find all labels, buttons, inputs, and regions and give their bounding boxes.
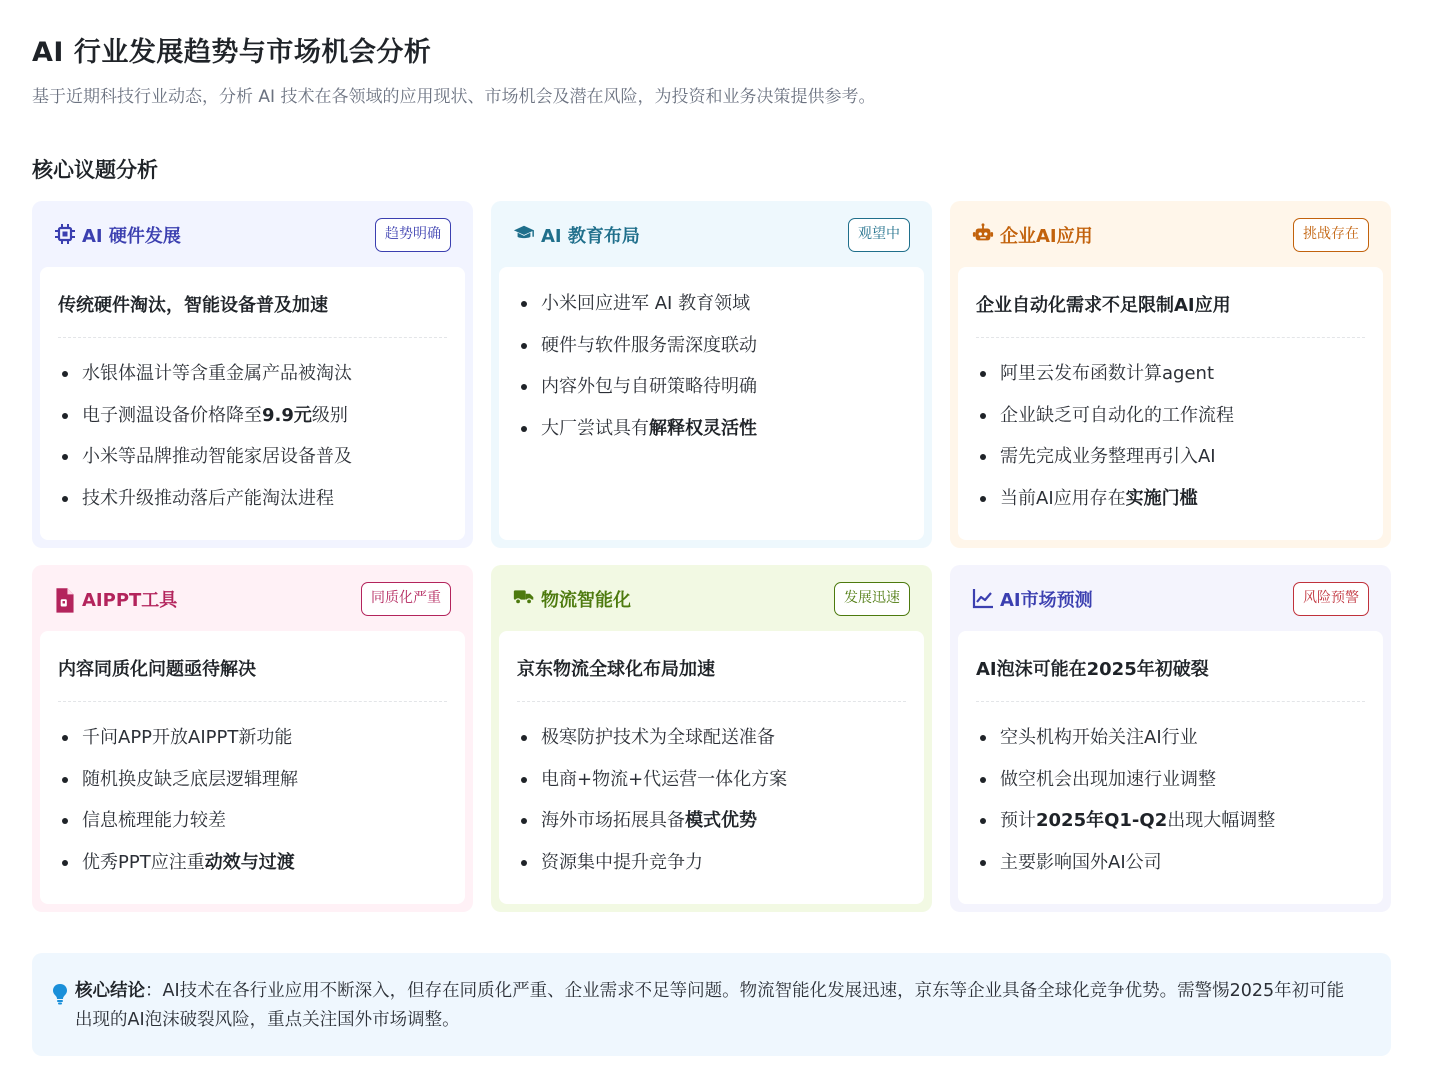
card-title: 物流智能化 <box>541 590 631 611</box>
card-body <box>958 631 1383 904</box>
item-text: 电商+物流+代运营一体化方案 <box>541 768 788 790</box>
list-item <box>58 401 455 443</box>
card-title: AI市场预测 <box>1000 590 1093 611</box>
divider <box>976 337 1365 338</box>
divider <box>58 701 447 702</box>
conclusion-text <box>75 977 1361 1035</box>
item-text: 内容外包与自研策略待明确 <box>541 376 757 397</box>
conclusion-label: 核心结论 <box>75 981 145 1001</box>
item-text: 极寒防护技术为全球配送准备 <box>541 727 775 748</box>
item-text: 随机换皮缺乏底层逻辑理解 <box>82 768 298 790</box>
card-title: 企业AI应用 <box>1000 226 1093 247</box>
card-header <box>32 565 473 631</box>
list-item <box>976 723 1373 765</box>
status-badge: 发展迅速 <box>834 582 910 616</box>
card-title: AI 硬件发展 <box>82 226 181 247</box>
status-badge: 风险预警 <box>1293 582 1369 616</box>
item-text: 水银体温计等含重金属产品被淘汰 <box>82 363 352 384</box>
list-item <box>58 484 455 526</box>
card-body <box>499 631 924 904</box>
status-badge: 同质化严重 <box>361 582 451 616</box>
bullet-list <box>976 359 1373 525</box>
item-text: 技术升级推动落后产能淘汰进程 <box>82 487 334 509</box>
bullet-list <box>517 289 914 455</box>
topic-card-forecast <box>950 565 1391 912</box>
card-body <box>958 267 1383 540</box>
list-item <box>517 372 914 414</box>
list-item <box>976 484 1373 526</box>
topic-card-enterprise <box>950 201 1391 548</box>
bullet-list <box>58 723 455 889</box>
bullet-list <box>976 723 1373 889</box>
item-emphasis: 9.9元 <box>262 404 312 426</box>
list-item <box>58 723 455 765</box>
card-header <box>32 201 473 267</box>
card-lead: 内容同质化问题亟待解决 <box>58 659 256 680</box>
item-text: 电子测温设备价格降至 <box>82 404 262 426</box>
card-header <box>950 565 1391 631</box>
card-lead: 企业自动化需求不足限制AI应用 <box>976 295 1231 316</box>
list-item <box>976 765 1373 807</box>
list-item <box>517 289 914 331</box>
list-item <box>517 331 914 373</box>
item-emphasis: 模式优势 <box>685 810 757 831</box>
topic-card-education <box>491 201 932 548</box>
item-text: 海外市场拓展具备 <box>541 810 685 831</box>
item-text: 做空机会出现加速行业调整 <box>1000 768 1216 790</box>
list-item <box>976 442 1373 484</box>
item-text: 信息梳理能力较差 <box>82 810 226 831</box>
item-text: 优秀PPT应注重 <box>82 851 205 873</box>
topic-card-logistics <box>491 565 932 912</box>
divider <box>976 701 1365 702</box>
item-text: 需先完成业务整理再引入AI <box>1000 446 1216 467</box>
list-item <box>517 848 914 890</box>
card-body <box>499 267 924 540</box>
item-text: 阿里云发布函数计算agent <box>1000 363 1214 384</box>
divider <box>517 701 906 702</box>
card-header <box>491 201 932 267</box>
card-header <box>950 201 1391 267</box>
robot-icon <box>972 223 994 245</box>
card-body <box>40 267 465 540</box>
page-subtitle: 基于近期科技行业动态，分析 AI 技术在各领域的应用现状、市场机会及潜在风险，为投资和业务决策提供参考。 <box>32 87 876 107</box>
page-title: AI 行业发展趋势与市场机会分析 <box>32 37 432 68</box>
list-item <box>976 806 1373 848</box>
list-item <box>517 723 914 765</box>
card-title: AI 教育布局 <box>541 226 640 247</box>
item-emphasis: 2025年Q1-Q2 <box>1036 810 1168 831</box>
status-badge: 挑战存在 <box>1293 218 1369 252</box>
list-item <box>976 359 1373 401</box>
list-item <box>976 848 1373 890</box>
item-text: 小米回应进军 AI 教育领域 <box>541 293 751 314</box>
bullet-list <box>517 723 914 889</box>
card-title: AIPPT工具 <box>82 590 178 611</box>
card-lead: AI泡沫可能在2025年初破裂 <box>976 659 1209 680</box>
card-header <box>491 565 932 631</box>
item-emphasis: 动效与过渡 <box>204 851 295 873</box>
list-item <box>517 765 914 807</box>
item-text: 主要影响国外AI公司 <box>1000 851 1162 873</box>
item-text: 小米等品牌推动智能家居设备普及 <box>82 446 352 467</box>
card-lead: 京东物流全球化布局加速 <box>517 659 715 680</box>
item-text: 预计 <box>1000 810 1036 831</box>
conclusion-body: ：AI技术在各行业应用不断深入，但存在同质化严重、企业需求不足等问题。物流智能化发展迅速，京东等企业具备全球化竞争优势。需警惕2025年初可能出现的AI泡沫破裂风险，重点关注国外市场调整。 <box>75 981 1345 1030</box>
file-icon <box>54 587 76 609</box>
item-text: 空头机构开始关注AI行业 <box>1000 727 1198 748</box>
item-text: 大厂尝试具有 <box>541 417 649 439</box>
truck-icon <box>513 587 535 609</box>
item-text: 资源集中提升竞争力 <box>541 851 703 873</box>
list-item <box>976 401 1373 443</box>
item-emphasis: 解释权灵活性 <box>649 417 757 439</box>
lightbulb-icon <box>52 983 68 1005</box>
section-title: 核心议题分析 <box>32 158 158 182</box>
list-item <box>58 848 455 890</box>
status-badge: 趋势明确 <box>375 218 451 252</box>
item-text: 企业缺乏可自动化的工作流程 <box>1000 404 1234 426</box>
chip-icon <box>54 223 76 245</box>
list-item <box>517 806 914 848</box>
list-item <box>58 765 455 807</box>
item-text: 千问APP开放AIPPT新功能 <box>82 727 293 748</box>
divider <box>58 337 447 338</box>
list-item <box>517 414 914 456</box>
item-emphasis: 实施门槛 <box>1125 487 1198 509</box>
topic-card-aippt <box>32 565 473 912</box>
topic-card-hardware <box>32 201 473 548</box>
card-lead: 传统硬件淘汰，智能设备普及加速 <box>58 295 328 316</box>
bullet-list <box>58 359 455 525</box>
list-item <box>58 806 455 848</box>
item-text-after: 出现大幅调整 <box>1167 810 1276 831</box>
conclusion-box <box>32 953 1391 1056</box>
item-text: 硬件与软件服务需深度联动 <box>541 334 757 356</box>
chart-line-icon <box>972 587 994 609</box>
card-body <box>40 631 465 904</box>
item-text: 当前AI应用存在 <box>1000 487 1126 509</box>
list-item <box>58 359 455 401</box>
item-text-after: 级别 <box>311 404 348 426</box>
list-item <box>58 442 455 484</box>
graduation-cap-icon <box>513 223 535 245</box>
status-badge: 观望中 <box>848 218 910 252</box>
